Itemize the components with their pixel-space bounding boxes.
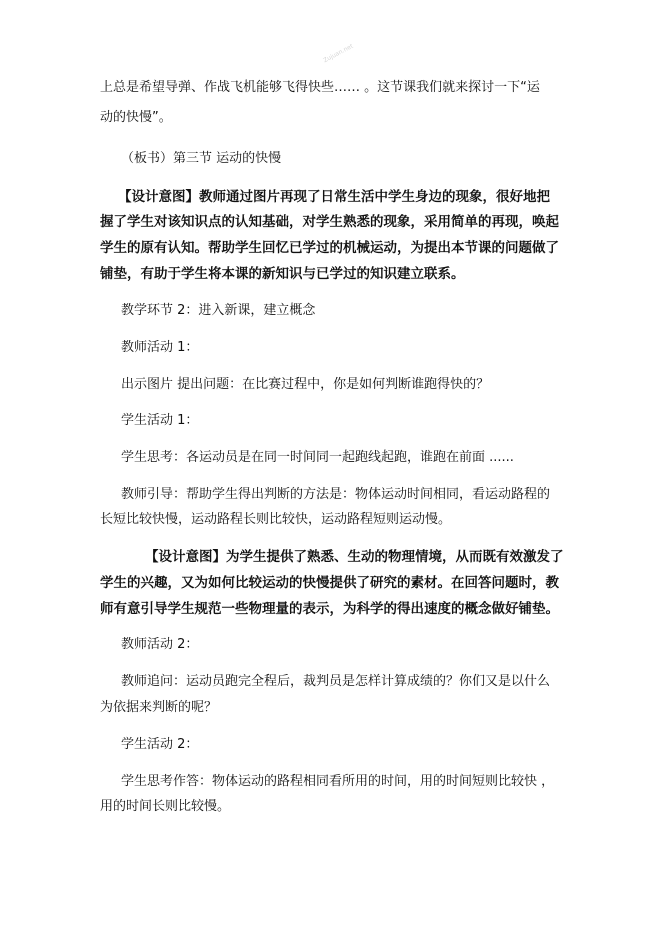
paragraph-line: 为依据来判断的呢？	[100, 700, 218, 715]
paragraph-line: 出示图片 提出问题：在比赛过程中，你是如何判断谁跑得快的？	[121, 377, 490, 392]
design-intent-line: 学生的原有认知。帮助学生回忆已学过的机械运动，为提出本节课的问题做了	[100, 240, 559, 256]
design-intent-line: 【设计意图】为学生提供了熟悉、生动的物理情境，从而既有效激发了	[145, 549, 564, 565]
watermark: Zujuan.net	[322, 42, 355, 65]
paragraph-line: 上总是希望导弹、作战飞机能够飞得快些…… 。这节课我们就来探讨一下“运	[100, 80, 540, 95]
design-intent-line: 【设计意图】教师通过图片再现了日常生活中学生身边的现象，很好地把	[118, 189, 550, 205]
design-intent-line: 学生的兴趣，又为如何比较运动的快慢提供了研究的素材。在回答问题时，教	[100, 575, 559, 591]
paragraph-line: 用的时间长则比较慢。	[100, 799, 231, 814]
activity-heading: 教师活动 2：	[121, 637, 199, 652]
paragraph-line: 长短比较快慢，运动路程长则比较快，运动路程短则运动慢。	[100, 512, 452, 527]
paragraph-line: 教师引导：帮助学生得出判断的方法是：物体运动时间相同，看运动路程的	[121, 487, 551, 502]
activity-heading: 学生活动 1：	[121, 413, 199, 428]
paragraph-line: 学生思考作答：物体运动的路程相同看所用的时间，用的时间短则比较快 ，	[121, 774, 555, 789]
design-intent-line: 师有意引导学生规范一些物理量的表示，为科学的得出速度的概念做好铺垫。	[100, 601, 559, 617]
design-intent-line: 握了学生对该知识点的认知基础，对学生熟悉的现象，采用简单的再现，唤起	[100, 214, 559, 230]
blackboard-heading: （板书）第三节 运动的快慢	[121, 151, 282, 166]
section-heading: 教学环节 2：进入新课，建立概念	[121, 303, 316, 318]
activity-heading: 教师活动 1：	[121, 340, 199, 355]
activity-heading: 学生活动 2：	[121, 737, 199, 752]
design-intent-line: 铺垫，有助于学生将本课的新知识与已学过的知识建立联系。	[100, 266, 465, 282]
paragraph-line: 动的快慢”。	[100, 110, 172, 125]
paragraph-line: 教师追问：运动员跑完全程后，裁判员是怎样计算成绩的？你们又是以什么	[121, 674, 551, 689]
paragraph-line: 学生思考：各运动员是在同一时间同一起跑线起跑，谁跑在前面 ......	[121, 450, 514, 465]
